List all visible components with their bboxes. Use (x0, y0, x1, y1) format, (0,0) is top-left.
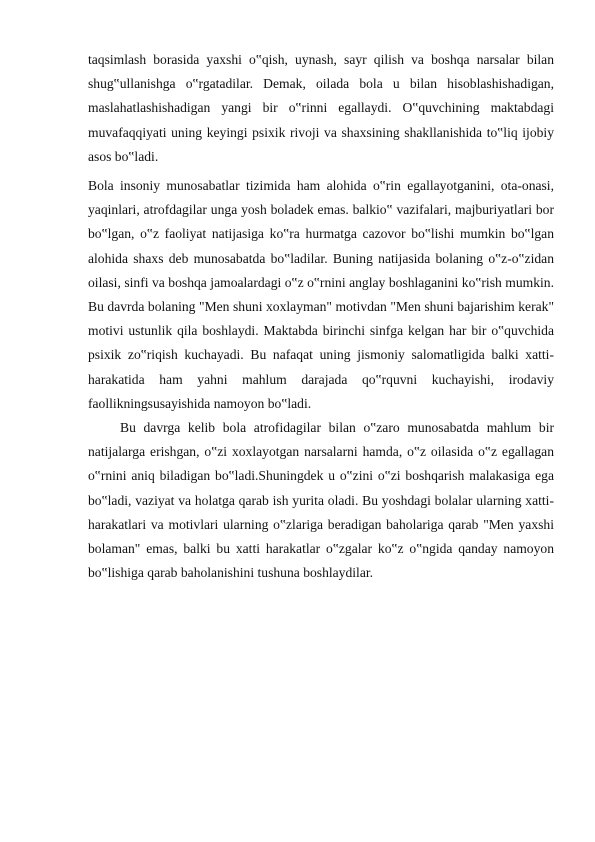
paragraph-2: Bola insoniy munosabatlar tizimida ham alohida o‟rin egallayotganini, ota-onasi, yaqinlari, atrofdagilar unga yosh boladek emas. balkio‟ vazifalari, majburiyatlari bor bo‟lgan, o‟z faoliyat natijasiga ko‟ra hurmatga cazovor bo‟lishi mumkin bo‟lgan alohida shaxs deb munosabatda bo‟ladilar. Buning natijasida bolaning o‟z-o‟zidan oilasi, sinfi va boshqa jamoalardagi o‟z o‟rnini anglay boshlaganini ko‟rish mumkin. Bu davrda bolaning "Men shuni xoxlayman" motivdan "Men shuni bajarishim kerak" motivi ustunlik qila boshlaydi. Maktabda birinchi sinfga kelgan har bir o‟quvchida psixik zo‟riqish kuchayadi. Bu nafaqat uning jismoniy salomatligida balki xatti-harakatida ham yahni mahlum darajada qo‟rquvni kuchayishi, irodaviy faollikningsusayishida namoyon bo‟ladi. (88, 178, 554, 411)
paragraph-1: taqsimlash borasida yaxshi o‟qish, uynash, sayr qilish va boshqa narsalar bilan shug‟ullanishga o‟rgatadilar. Demak, oilada bola u bilan hisoblashishadigan, maslahatlashishadigan yangi bir o‟rinni egallaydi. O‟quvchining maktabdagi muvafaqqiyati uning keyingi psixik rivoji va shaxsining shakllanishida to‟liq ijobiy asos bo‟ladi. (88, 52, 554, 164)
paragraph-3: Bu davrga kelib bola atrofidagilar bilan o‟zaro munosabatda mahlum bir natijalarga erishgan, o‟zi xoxlayotgan narsalarni hamda, o‟z oilasida o‟z egallagan o‟rnini aniq biladigan bo‟ladi.Shuningdek u o‟zini o‟zi boshqarish malakasiga ega bo‟ladi, vaziyat va holatga qarab ish yurita oladi. Bu yoshdagi bolalar ularning xatti-harakatlari va motivlari ularning o‟zlariga beradigan baholariga qarab "Men yaxshi bolaman" emas, balki bu xatti harakatlar o‟zgalar ko‟z o‟ngida qanday namoyon bo‟lishiga qarab baholanishini tushuna boshlaydilar. (88, 420, 554, 581)
document-page (88, 48, 554, 585)
